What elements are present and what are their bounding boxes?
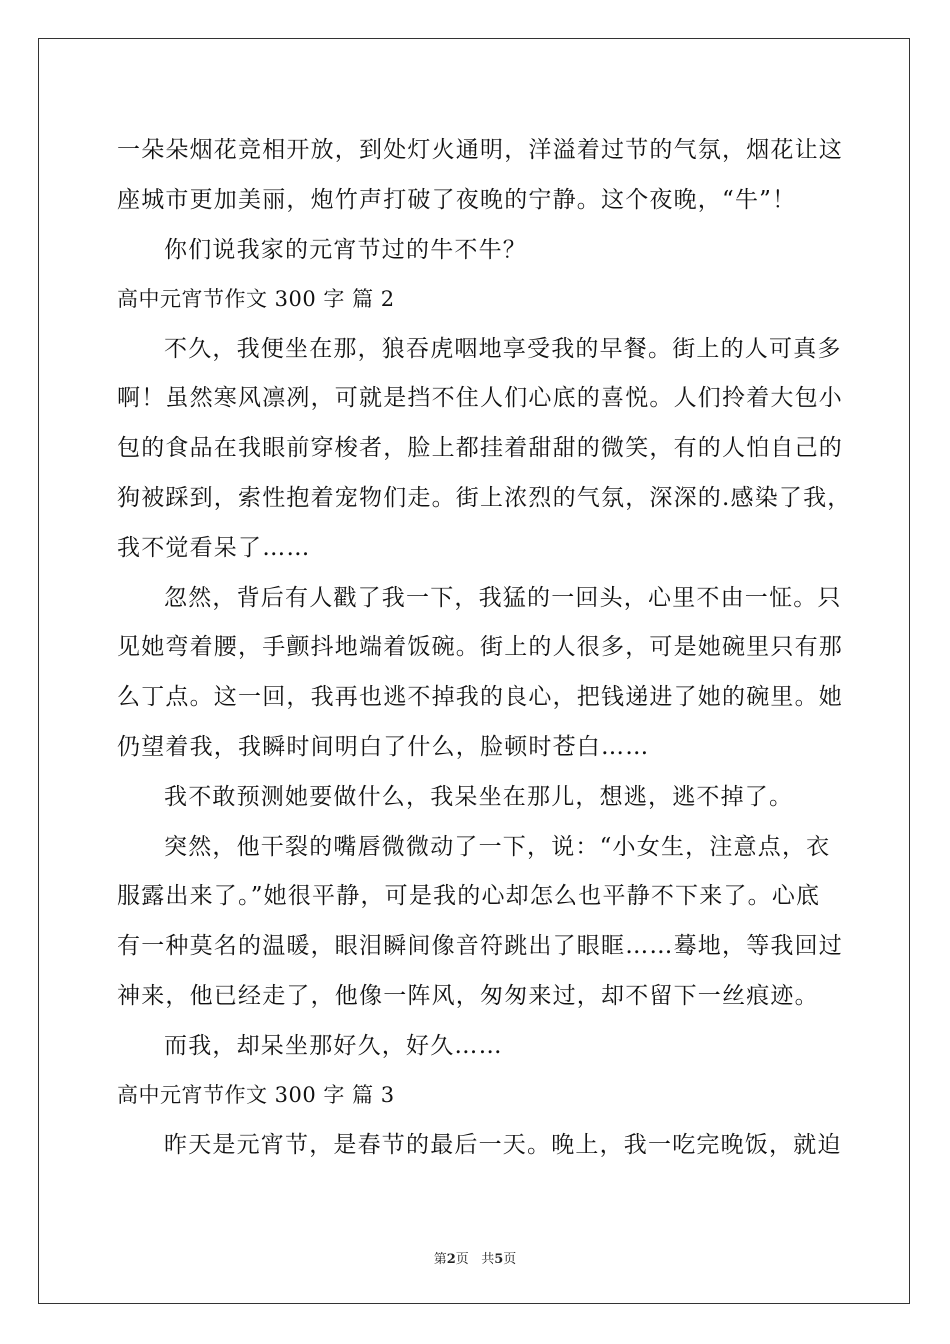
text-line: 么丁点。这一回，我再也逃不掉我的良心，把钱递进了她的碗里。她 [117, 684, 843, 710]
text-line: 而我，却呆坐那好久，好久…… [164, 1033, 503, 1059]
text-line: 仍望着我，我瞬时间明白了什么，脸顿时苍白…… [117, 734, 650, 760]
text-line: 有一种莫名的温暖，眼泪瞬间像音符跳出了眼眶……蓦地，等我回过 [117, 933, 843, 959]
text-line: 昨天是元宵节，是春节的最后一天。晚上，我一吃完晚饭，就迫 [164, 1132, 842, 1158]
total-prefix: 共 [481, 1252, 495, 1267]
total-suffix: 页 [503, 1252, 517, 1267]
text-line: 见她弯着腰，手颤抖地端着饭碗。街上的人很多，可是她碗里只有那 [117, 634, 843, 660]
text-line: 你们说我家的元宵节过的牛不牛？ [164, 237, 527, 263]
text-line: 我不敢预测她要做什么，我呆坐在那儿，想逃，逃不掉了。 [164, 784, 794, 810]
text-line: 一朵朵烟花竞相开放，到处灯火通明，洋溢着过节的气氛，烟花让这 [117, 137, 843, 163]
text-line: 不久，我便坐在那，狼吞虎咽地享受我的早餐。街上的人可真多 [164, 336, 842, 362]
page-footer [0, 1248, 950, 1267]
text-line: 神来，他已经走了，他像一阵风，匆匆来过，却不留下一丝痕迹。 [117, 983, 819, 1009]
page-prefix: 第 [433, 1252, 447, 1267]
text-line: 狗被踩到，索性抱着宠物们走。街上浓烈的气氛，深深的.感染了我， [117, 485, 852, 511]
section-heading: 高中元宵节作文 300 字 篇 2 [117, 287, 395, 311]
text-line: 座城市更加美丽，炮竹声打破了夜晚的宁静。这个夜晚，“牛”！ [117, 187, 797, 213]
text-line: 包的食品在我眼前穿梭者，脸上都挂着甜甜的微笑，有的人怕自己的 [117, 435, 843, 461]
text-line: 忽然，背后有人戳了我一下，我猛的一回头，心里不由一怔。只 [164, 585, 842, 611]
section-heading: 高中元宵节作文 300 字 篇 3 [117, 1083, 395, 1107]
text-line: 服露出来了。”她很平静，可是我的心却怎么也平静不下来了。心底 [117, 883, 821, 909]
text-line: 啊！虽然寒风凛冽，可就是挡不住人们心底的喜悦。人们拎着大包小 [117, 385, 843, 411]
text-line: 我不觉看呆了…… [117, 535, 311, 561]
page-current: 2 [446, 1252, 456, 1267]
text-line: 突然，他干裂的嘴唇微微动了一下，说：“小女生，注意点，衣 [164, 834, 831, 860]
page-suffix: 页 [455, 1252, 469, 1267]
page-total: 5 [494, 1252, 504, 1267]
